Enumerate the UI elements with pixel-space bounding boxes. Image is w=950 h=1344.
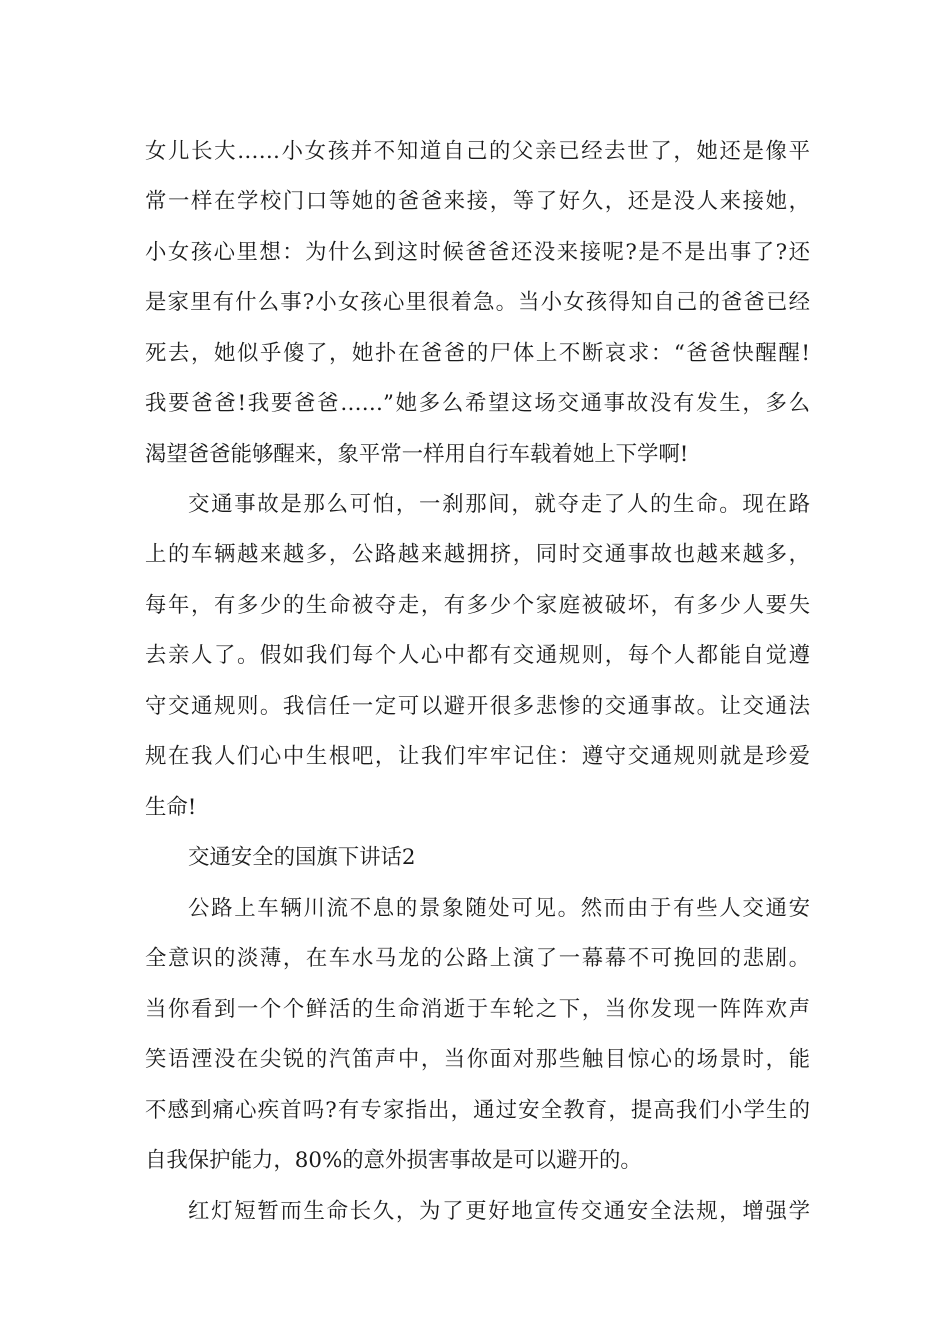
text-line: 常一样在学校门口等她的爸爸来接，等了好久，还是没人来接她， [145,189,810,214]
text-line: 交通事故是那么可怕，一刹那间，就夺走了人的生命。现在路 [188,492,810,517]
text-line: 全意识的淡薄，在车水马龙的公路上演了一幕幕不可挽回的悲剧。 [145,946,810,971]
text-line: 生命! [145,795,197,820]
section-heading: 交通安全的国旗下讲话2 [188,845,416,870]
text-line: 不感到痛心疾首吗?有专家指出，通过安全教育，提高我们小学生的 [145,1098,810,1123]
text-line: 公路上车辆川流不息的景象随处可见。然而由于有些人交通安 [188,896,810,921]
text-line: 每年，有多少的生命被夺走，有多少个家庭被破坏，有多少人要失 [145,593,810,618]
text-line: 守交通规则。我信任一定可以避开很多悲惨的交通事故。让交通法 [145,694,810,719]
text-line: 渴望爸爸能够醒来，象平常一样用自行车载着她上下学啊! [145,442,689,467]
text-line: 女儿长大……小女孩并不知道自己的父亲已经去世了，她还是像平 [145,139,810,164]
text-line: 上的车辆越来越多，公路越来越拥挤，同时交通事故也越来越多， [145,542,810,567]
text-line: 红灯短暂而生命长久，为了更好地宣传交通安全法规，增强学 [188,1199,810,1224]
text-line: 死去，她似乎傻了，她扑在爸爸的尸体上不断哀求：“爸爸快醒醒! [145,341,810,366]
text-line: 小女孩心里想：为什么到这时候爸爸还没来接呢?是不是出事了?还 [145,240,810,265]
text-line: 是家里有什么事?小女孩心里很着急。当小女孩得知自己的爸爸已经 [145,290,810,315]
text-line: 笑语湮没在尖锐的汽笛声中，当你面对那些触目惊心的场景时，能 [145,1047,810,1072]
text-line: 自我保护能力，80%的意外损害事故是可以避开的。 [145,1148,642,1173]
text-line: 去亲人了。假如我们每个人心中都有交通规则，每个人都能自觉遵 [145,643,810,668]
text-line: 规在我人们心中生根吧，让我们牢牢记住：遵守交通规则就是珍爱 [145,744,810,769]
text-line: 我要爸爸!我要爸爸……”她多么希望这场交通事故没有发生，多么 [145,391,810,416]
text-line: 当你看到一个个鲜活的生命消逝于车轮之下，当你发现一阵阵欢声 [145,997,810,1022]
